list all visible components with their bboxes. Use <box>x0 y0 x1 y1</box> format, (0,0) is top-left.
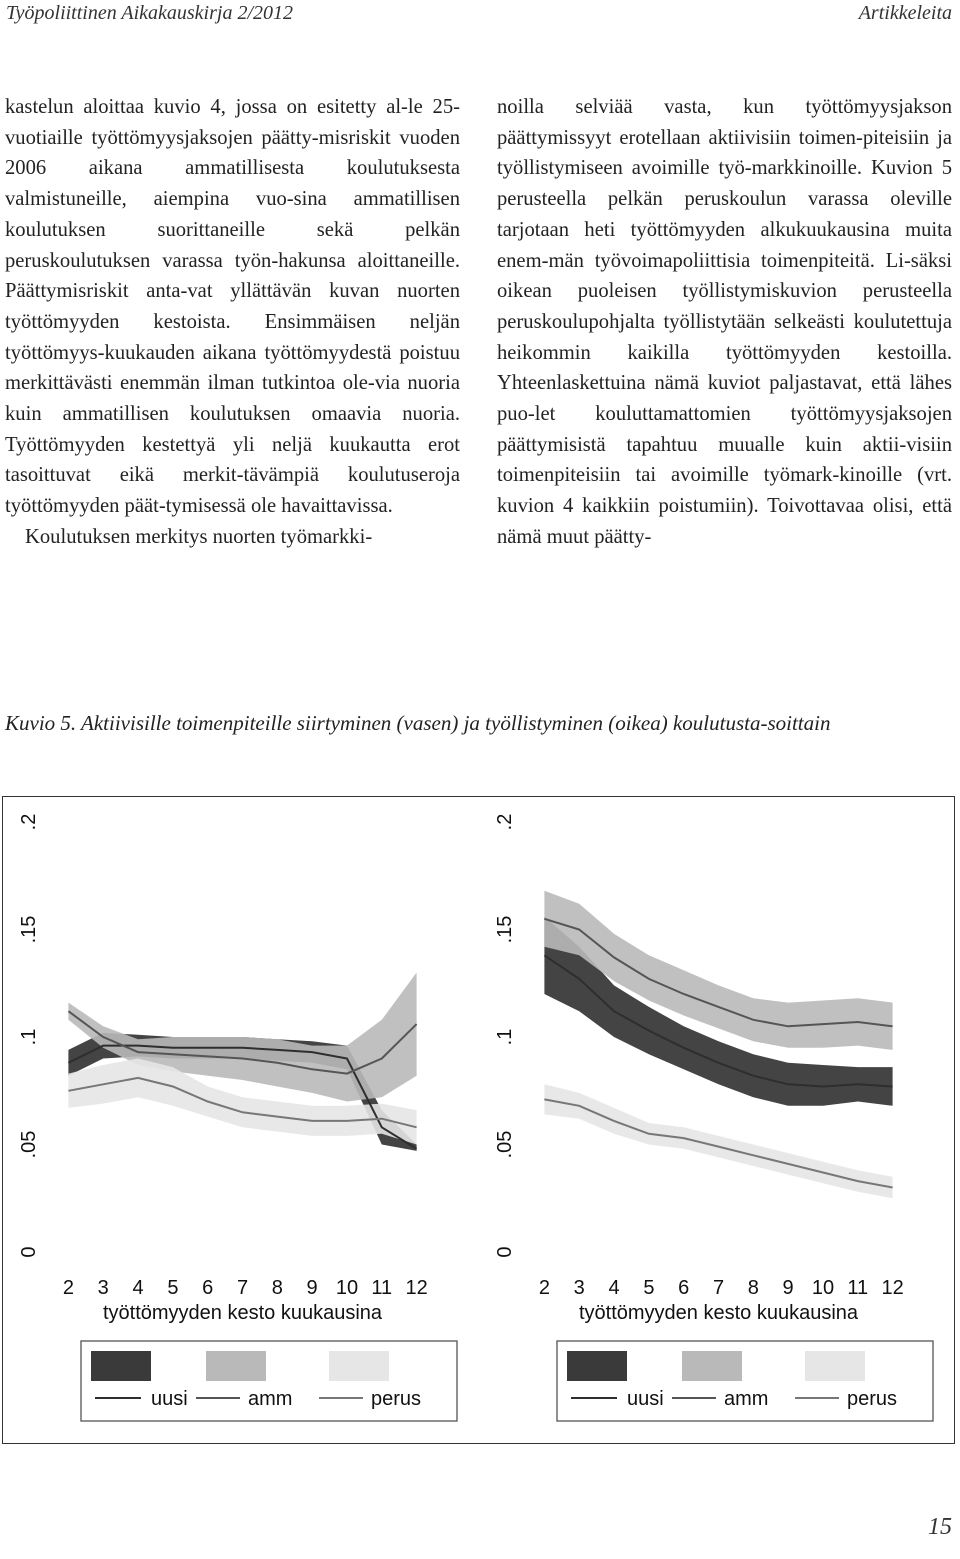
x-axis-title: työttömyyden kesto kuukausina <box>102 1302 383 1324</box>
y-tick-label: .15 <box>494 915 516 944</box>
x-tick-label: 12 <box>405 1277 428 1299</box>
y-tick-label: .05 <box>494 1130 516 1159</box>
figure-caption: Kuvio 5. Aktiivisille toimenpiteille siirtyminen (vasen) ja työllistyminen (oikea) koulutusta-soittain <box>5 711 831 735</box>
x-tick-label: 4 <box>132 1277 144 1299</box>
legend <box>81 1341 457 1421</box>
x-tick-label: 10 <box>335 1277 359 1299</box>
y-tick-label: .2 <box>494 813 516 831</box>
x-tick-label: 11 <box>371 1277 393 1299</box>
x-tick-label: 7 <box>236 1277 249 1299</box>
figure-frame <box>2 796 955 1444</box>
journal-header: Työpoliittinen Aikakauskirja 2/2012 <box>6 2 294 24</box>
legend-label-perus: perus <box>371 1388 422 1410</box>
x-tick-label: 8 <box>747 1277 759 1299</box>
paragraph: noilla selviää vasta, kun työttömyysjakson päättymissyyt erotellaan aktiivisiin toimen-piteisiin ja työllistymiseen avoimille työ-markkinoille. Kuvion 5 perusteella pelkän peruskoulun varassa oleville tarjotaan heti työttömyyden alkukuukausina muita enem-män työvoimapoliittisia toimenpiteitä. Li-säksi oikean puoleisen työllistymiskuvion perusteella peruskoulupohjalta työllistytään selkeästi koulutettuja heikommin kaikilla työttömyyden kestoilla. Yhteenlaskettuina nämä kuviot paljastavat, että lähes puo-let kouluttamattomien työttömyysjaksojen päättymisistä tapahtuu muualle kuin aktii-visiin toimenpiteisiin tai avoimille työmark-kinoille (vrt. kuvion 4 kaikkiin poistumiin). Toivottavaa olisi, että nämä muut päätty- <box>497 96 952 548</box>
x-tick-label: 5 <box>167 1277 179 1299</box>
x-tick-label: 3 <box>97 1277 109 1299</box>
legend-swatch-amm <box>206 1351 266 1381</box>
x-tick-label: 4 <box>608 1277 620 1299</box>
x-tick-label: 2 <box>538 1277 550 1299</box>
x-tick-label: 7 <box>712 1277 725 1299</box>
text-column-left <box>5 92 460 553</box>
y-tick-label: .2 <box>18 813 40 831</box>
x-tick-label: 9 <box>306 1277 318 1299</box>
paragraph: kastelun aloittaa kuvio 4, jossa on esitetty al-le 25-vuotiaille työttömyysjaksojen päätty-misriskit vuoden 2006 aikana ammatillisesta koulutuksesta valmistuneille, aiempina vuo-sina ammatillisen koulutuksen suorittaneille sekä pelkän peruskoulutuksen varassa työn-hakunsa aloittaneille. Päättymisriskit anta-vat yllättävän kuvan nuorten työttömyyden kestoista. Ensimmäisen neljän työttömyys-kuukauden aikana työttömyydestä poistuu merkittävästi enemmän ilman tutkintoa ole-via nuoria kuin ammatillisen koulutuksen omaavia nuoria. Työttömyyden kestettyä yli neljä kuukautta erot tasoittuvat eikä merkit-tävämpiä koulutuseroja työttömyyden päät-tymisessä ole havaittavissa. <box>5 96 460 518</box>
text-column-right <box>497 92 952 553</box>
legend-swatch-perus <box>805 1351 865 1381</box>
x-tick-label: 8 <box>271 1277 283 1299</box>
legend-label-amm: amm <box>248 1388 293 1410</box>
x-axis-title: työttömyyden kesto kuukausina <box>578 1302 859 1324</box>
y-tick-label: .1 <box>18 1028 40 1046</box>
legend-label-uusi: uusi <box>151 1388 188 1410</box>
paragraph: Koulutuksen merkitys nuorten työmarkki- <box>25 525 373 548</box>
x-tick-label: 3 <box>573 1277 585 1299</box>
x-tick-label: 10 <box>811 1277 835 1299</box>
y-tick-label: .15 <box>18 915 40 944</box>
chart-right <box>479 797 955 1445</box>
chart-left <box>3 797 479 1445</box>
x-tick-label: 6 <box>678 1277 690 1299</box>
legend-label-uusi: uusi <box>627 1388 664 1410</box>
y-tick-label: .1 <box>494 1028 516 1046</box>
x-tick-label: 12 <box>881 1277 904 1299</box>
y-tick-label: 0 <box>494 1246 516 1258</box>
legend-label-perus: perus <box>847 1388 898 1410</box>
chart-panel-right <box>479 797 955 1445</box>
x-tick-label: 5 <box>643 1277 655 1299</box>
x-tick-label: 11 <box>847 1277 869 1299</box>
x-tick-label: 6 <box>202 1277 214 1299</box>
chart-panel-left <box>3 797 479 1445</box>
y-tick-label: .05 <box>18 1130 40 1159</box>
section-header: Artikkeleita <box>858 2 952 24</box>
legend-swatch-amm <box>682 1351 742 1381</box>
x-tick-label: 2 <box>62 1277 74 1299</box>
legend-label-amm: amm <box>724 1388 769 1410</box>
legend-swatch-uusi <box>567 1351 627 1381</box>
y-tick-label: 0 <box>18 1246 40 1258</box>
page-number: 15 <box>928 1514 952 1540</box>
legend <box>557 1341 933 1421</box>
x-tick-label: 9 <box>782 1277 794 1299</box>
legend-swatch-uusi <box>91 1351 151 1381</box>
legend-swatch-perus <box>329 1351 389 1381</box>
